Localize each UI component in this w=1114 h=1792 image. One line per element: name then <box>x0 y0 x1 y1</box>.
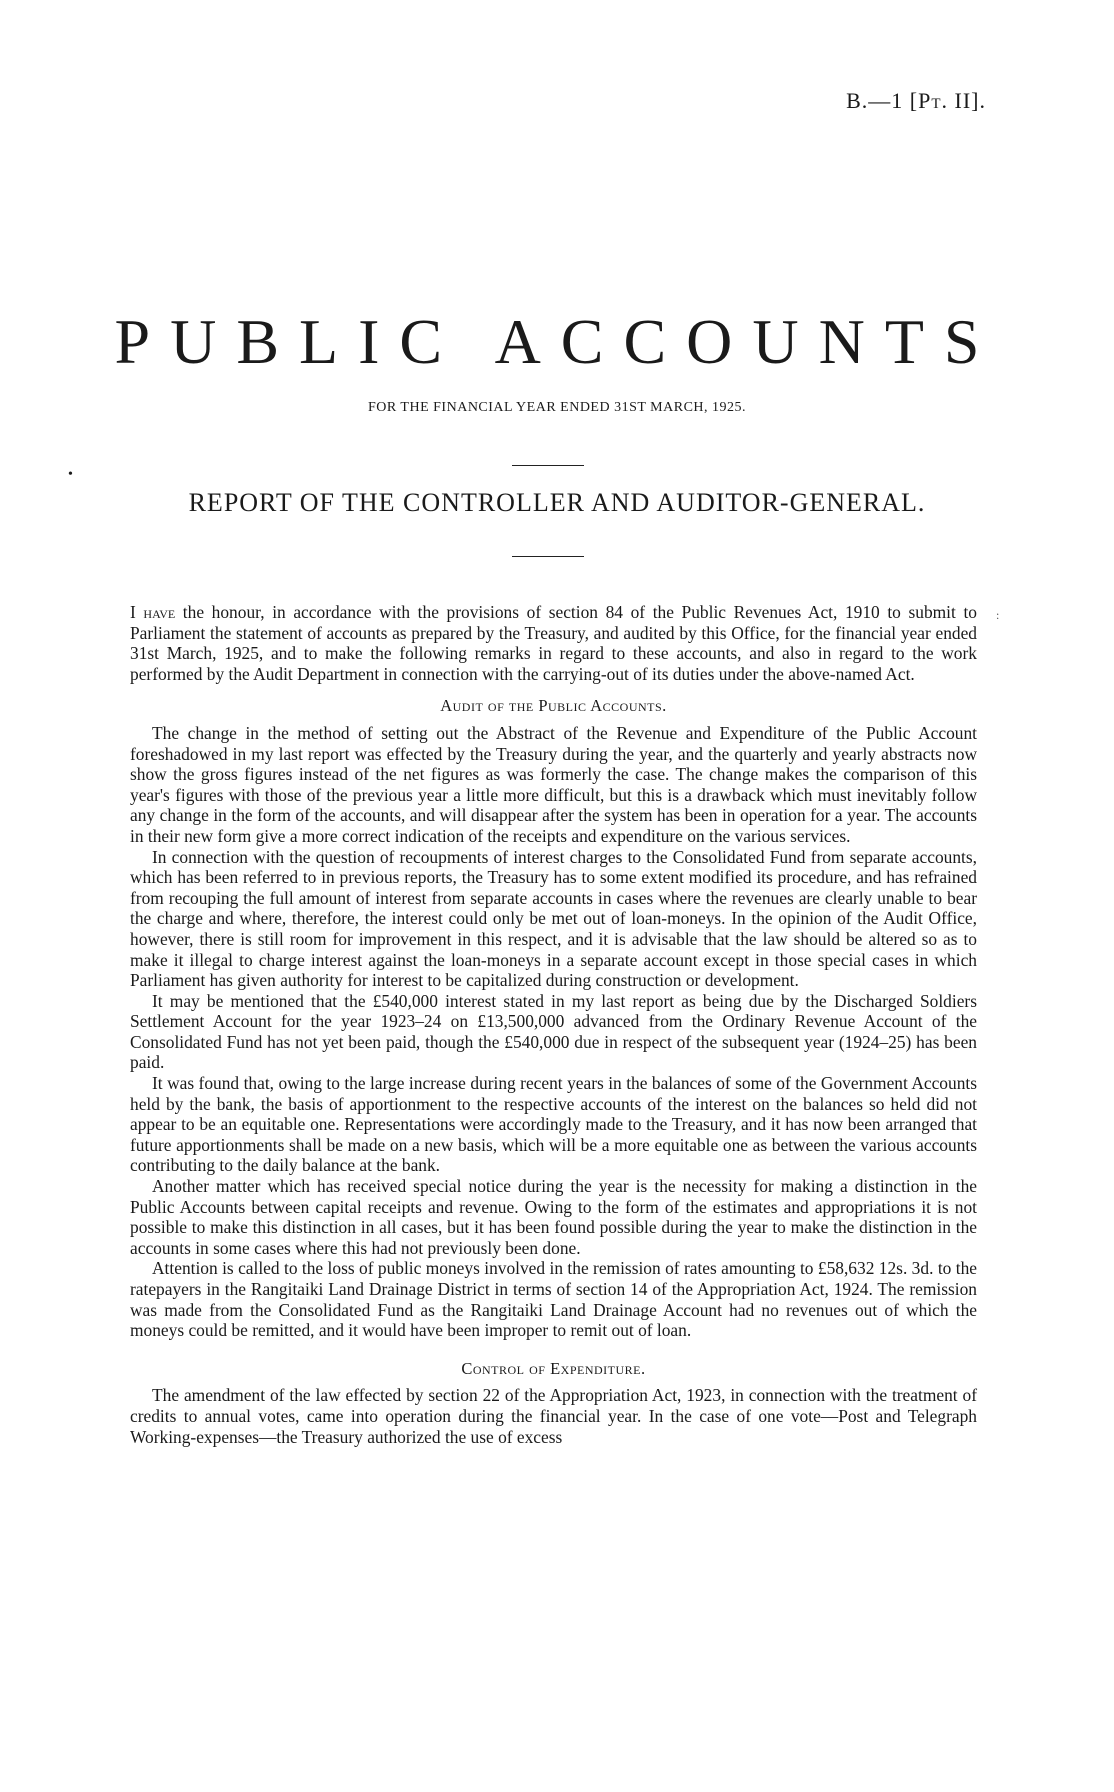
report-body <box>130 602 977 1447</box>
margin-dot: • <box>68 467 73 482</box>
divider-bottom <box>512 556 584 557</box>
paragraph: Attention is called to the loss of public moneys involved in the remission of rates amounting to £58,632 12s. 3d. to the ratepayers in the Rangitaiki Land Drainage District in terms of section 14 of the Appropriation Act, 1924. The remission was made from the Consolidated Fund as the Rangitaiki Land Drainage Account had no revenues out of which the moneys could be remitted, and it would have been improper to remit out of loan. <box>130 1258 977 1341</box>
paragraph: Another matter which has received special notice during the year is the necessity for making a distinction in the Public Accounts between capital receipts and revenue. Owing to the form of the estimates and appropriations it is not possible to make this distinction in all cases, but it has been found possible during the year to make the distinction in the accounts in some cases where this had not previously been done. <box>130 1176 977 1258</box>
intro-lead: I have <box>130 602 176 622</box>
paragraph: It may be mentioned that the £540,000 interest stated in my last report as being due by the Discharged Soldiers Settlement Account for the year 1923–24 on £13,500,000 advanced from the Ordinary Revenue Account of the Consolidated Fund has not yet been paid, though the £540,000 due in respect of the subsequent year (1924–25) has been paid. <box>130 990 977 1073</box>
paragraph: In connection with the question of recoupments of interest charges to the Consolidated Fund from separate accounts, which has been referred to in previous reports, the Treasury has to some extent modified its procedure, and has refrained from recouping the full amount of interest from separate accounts in cases where the revenues are clearly unable to bear the charge and where, therefore, the interest could only be met out of loan-moneys. In the opinion of the Audit Office, however, there is still room for improvement in this respect, and it is advisable that the law should be altered so as to make it illegal to charge interest against the loan-moneys in a separate account except in those special cases in which Parliament has given authority for interest to be capitalized during construction or development. <box>130 846 977 991</box>
intro-text: the honour, in accordance with the provisions of section 84 of the Public Revenues Act, 1910 to submit to Parliament the statement of accounts as prepared by the Treasury, and audited by this Office, for the financial year ended 31st March, 1925, and to make the following remarks in regard to these accounts, and also in regard to the work performed by the Audit Department in connection with the carrying-out of its duties under the above-named Act. <box>130 602 977 684</box>
paragraph: The change in the method of setting out the Abstract of the Revenue and Expenditure of the Public Account foreshadowed in my last report was effected by the Treasury during the year, and the quarterly and yearly abstracts now show the gross figures instead of the net figures as was formerly the case. The change makes the comparison of this year's figures with those of the previous year a little more difficult, but this is a drawback which must inevitably follow any change in the form of the accounts, and will disappear after the system has been in operation for a year. The accounts in their new form give a more correct indication of the receipts and expenditure on the various services. <box>130 722 977 846</box>
section-heading-control: Control of Expenditure. <box>461 1358 646 1378</box>
section-heading-audit: Audit of the Public Accounts. <box>440 696 667 716</box>
divider-top <box>512 465 584 466</box>
paragraph: The amendment of the law effected by section 22 of the Appropriation Act, 1923, in connection with the treatment of credits to annual votes, came into operation during the financial year. In the case of one vote—Post and Telegraph Working-expenses—the Treasury authorized the use of excess <box>130 1385 977 1447</box>
report-heading: REPORT OF THE CONTROLLER AND AUDITOR-GENERAL. <box>188 488 926 517</box>
intro-paragraph <box>130 602 977 684</box>
paragraph: It was found that, owing to the large increase during recent years in the balances of some of the Government Accounts held by the bank, the basis of apportionment to the respective accounts of the interest on the balances so held did not appear to be an equitable one. Representations were accordingly made to the Treasury, and it has now been arranged that future apportionments shall be made on a new basis, which will be a more equitable one as between the various accounts contributing to the daily balance at the bank. <box>130 1073 977 1176</box>
margin-mark: : <box>996 608 1000 622</box>
page-subtitle: FOR THE FINANCIAL YEAR ENDED 31ST MARCH, 1925. <box>367 400 747 415</box>
document-reference: B.—1 [Pt. II]. <box>846 88 986 113</box>
page-title: PUBLIC ACCOUNTS <box>114 306 1000 377</box>
